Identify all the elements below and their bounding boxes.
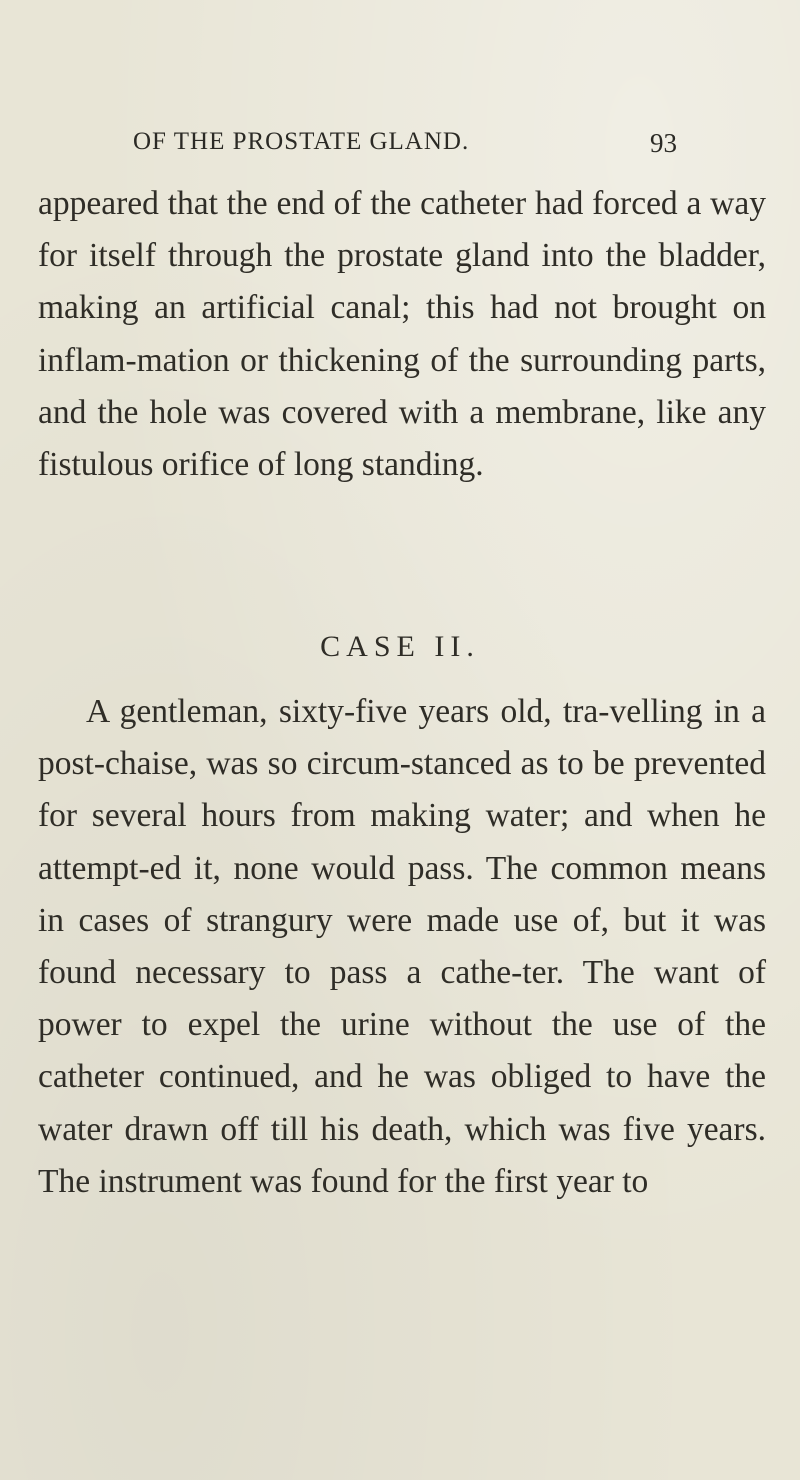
case-heading: CASE II. — [320, 630, 480, 663]
running-head-title: OF THE PROSTATE GLAND. — [133, 128, 470, 155]
paragraph-case-2: A gentleman, sixty-five years old, tra-velling in a post-chaise, was so circum-stanced as to be prevented for several hours from making water; and when he attempt-ed it, none would pass. The common means in cases of strangury were made use of, but it was found necessary to pass a cathe-ter. The want of power to expel the urine without the use of the catheter continued, and he was obliged to have the water drawn off till his death, which was five years. The instrument was found for the first year to — [38, 693, 766, 1200]
running-head — [0, 128, 800, 168]
page-number: 93 — [650, 128, 677, 158]
paragraph-case-1-conclusion: appeared that the end of the catheter had forced a way for itself through the prostate gland into the bladder, making an artificial canal; this had not brought on inflam-mation or thickening of the surrounding parts, and the hole was covered with a membrane, like any fistulous orifice of long standing. — [38, 185, 766, 484]
